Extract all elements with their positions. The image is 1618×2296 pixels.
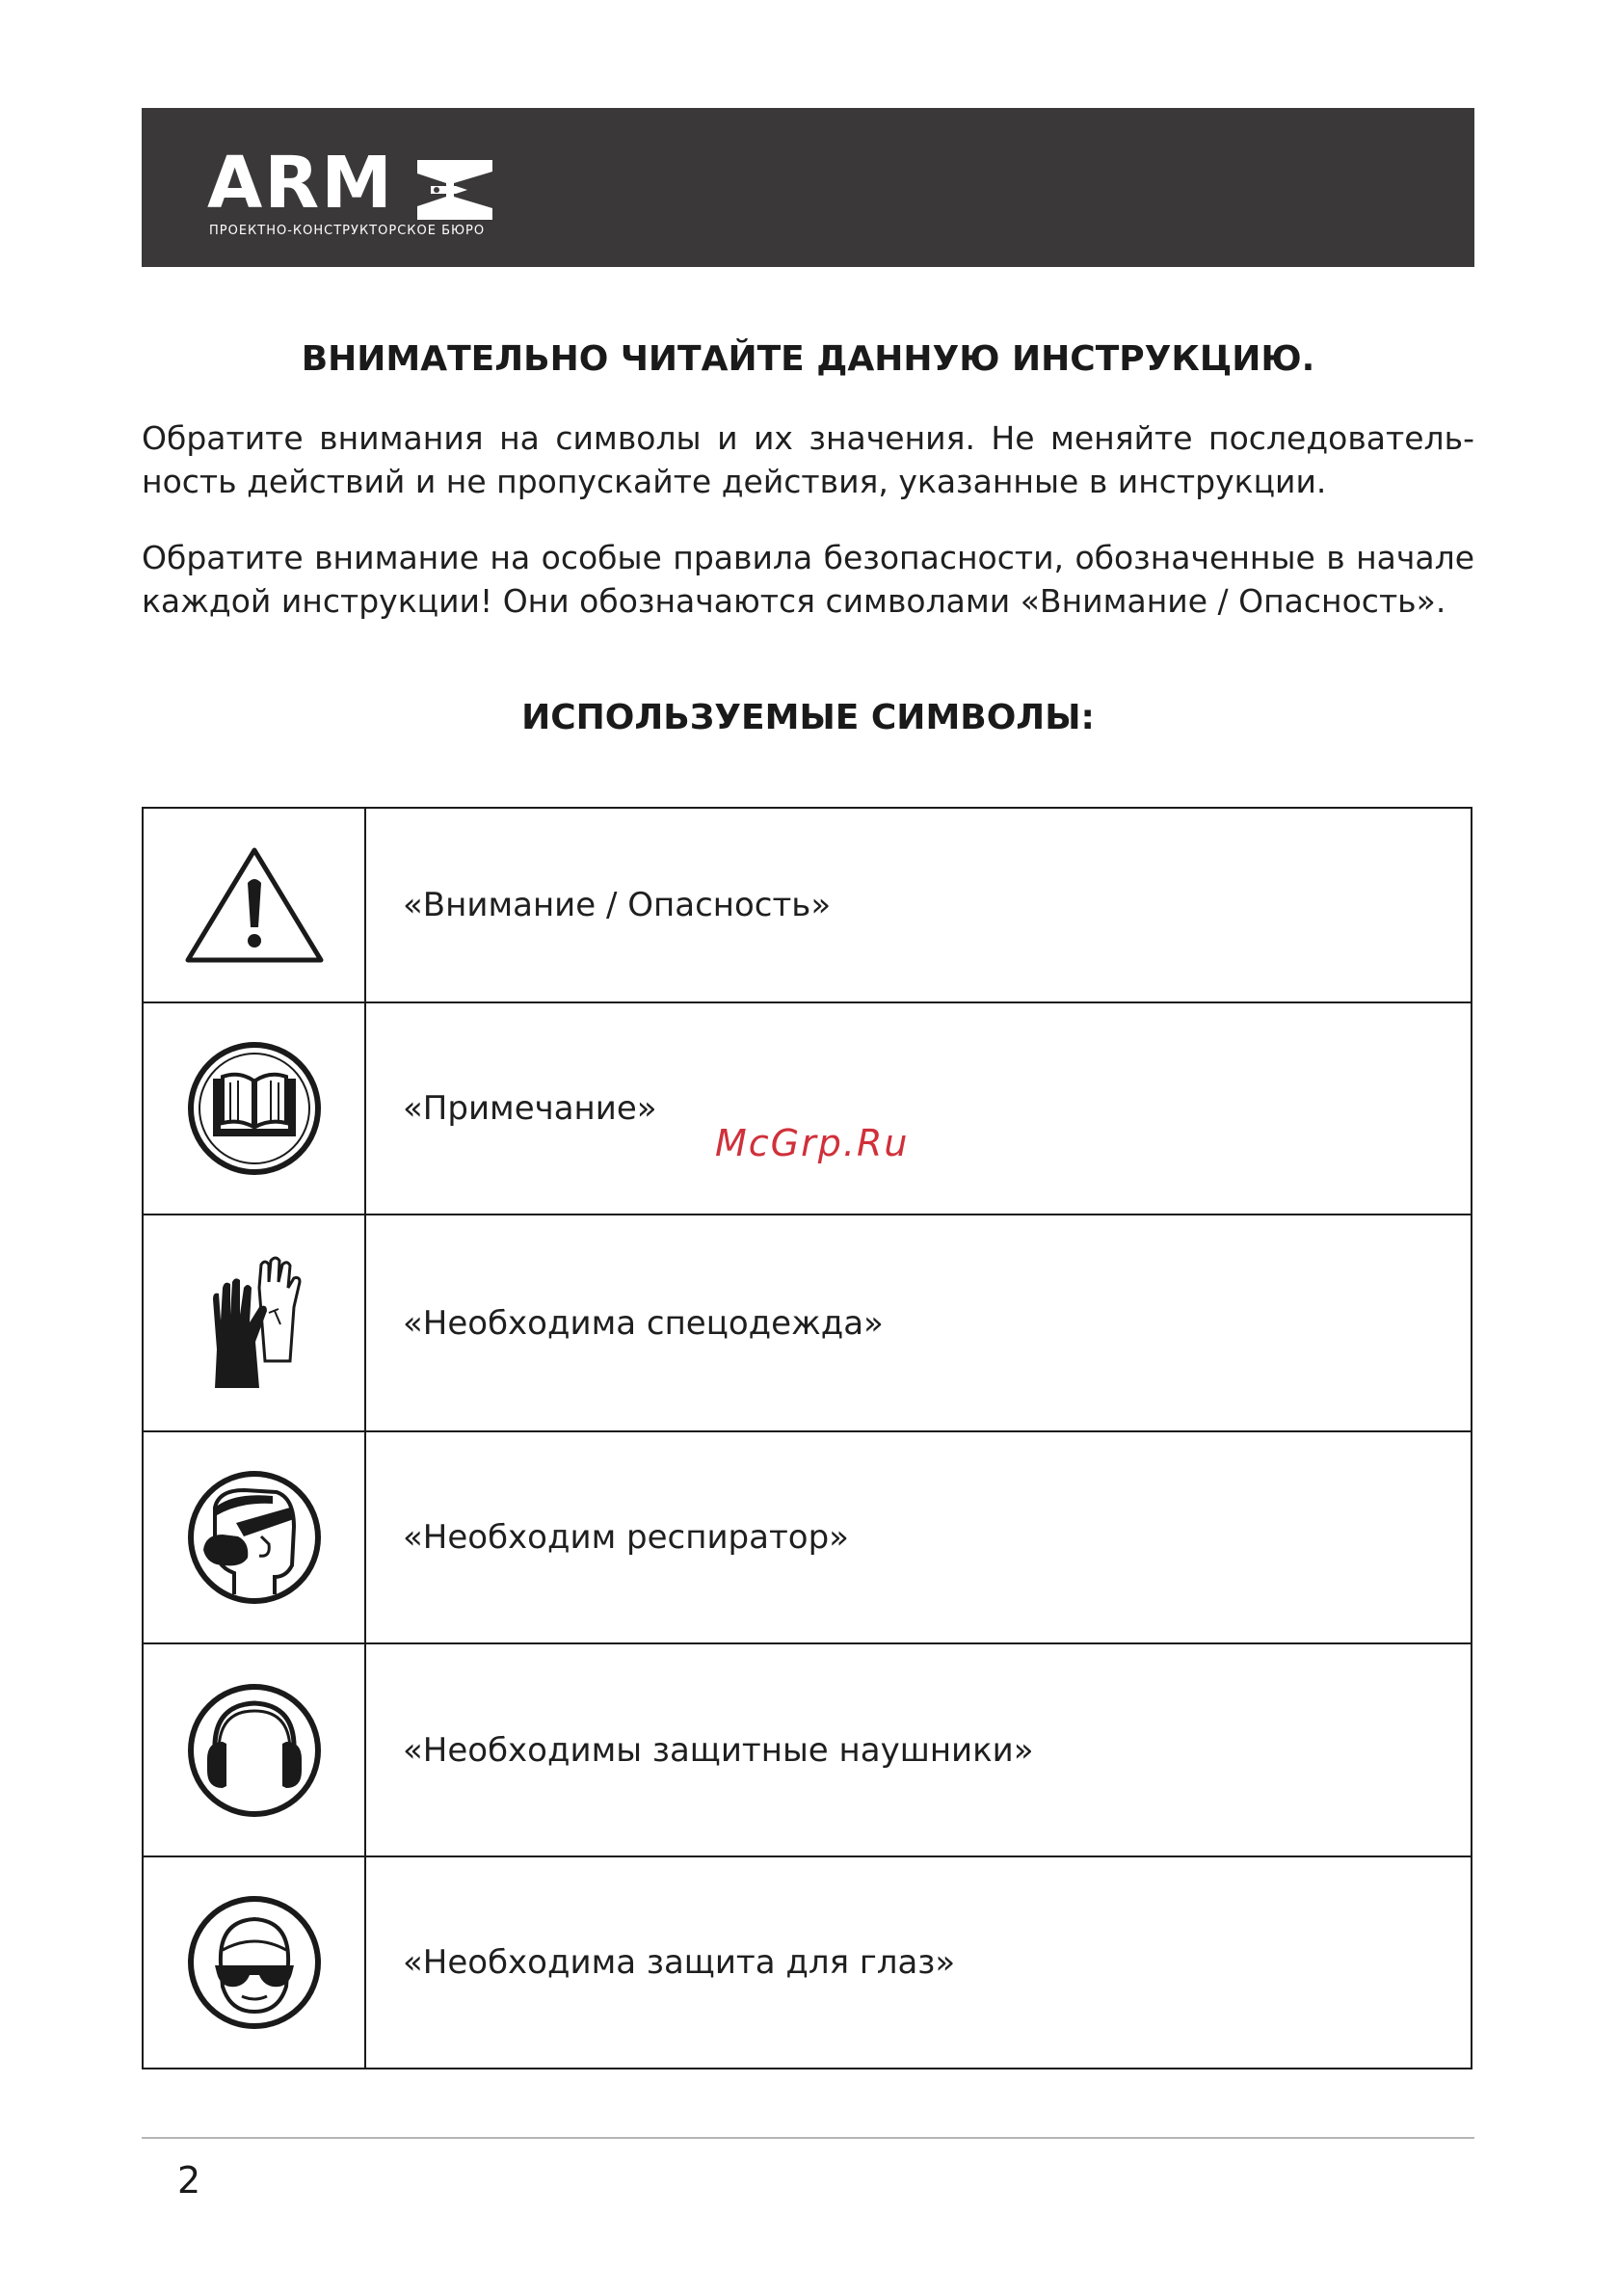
symbol-row-clothing: [143, 1215, 1472, 1431]
symbol-label: «Примечание»: [365, 1002, 1472, 1215]
intro-paragraph-2: Обратите внимание на особые правила безопасности, обозначенные в начале каждой инструкции! Они обозначаются символами «Внимание / Опасность».: [142, 539, 1474, 620]
symbol-label: «Внимание / Опасность»: [365, 808, 1472, 1002]
book-icon: [186, 1040, 323, 1177]
eye-protection-icon: [186, 1894, 323, 2031]
symbols-table: [142, 807, 1472, 2069]
symbol-row-respirator: [143, 1431, 1472, 1643]
symbol-icon-cell: [143, 1431, 365, 1643]
symbol-label: «Необходим респиратор»: [365, 1431, 1472, 1643]
logo-arrow-mark-icon: [417, 160, 492, 220]
ear-protection-icon: [186, 1682, 323, 1819]
symbol-icon-cell: [143, 1856, 365, 2069]
symbol-icon-cell: [143, 808, 365, 1002]
symbol-icon-cell: [143, 1643, 365, 1855]
symbol-label: «Необходима защита для глаз»: [365, 1856, 1472, 2069]
symbol-row-warning: [143, 808, 1472, 1002]
gloves-icon: [201, 1253, 307, 1393]
logo-wordmark: ARM: [207, 142, 394, 225]
logo-tagline: ПРОЕКТНО-КОНСТРУКТОРСКОЕ БЮРО: [209, 224, 486, 238]
page-title: ВНИМАТЕЛЬНО ЧИТАЙТЕ ДАННУЮ ИНСТРУКЦИЮ.: [301, 339, 1315, 379]
intro-paragraph-1: Обратите внимания на символы и их значения. Не меняйте последователь-ность действий и не пропускайте действия, указанные в инструкции.: [142, 419, 1474, 500]
respirator-icon: [186, 1469, 323, 1606]
symbol-icon-cell: [143, 1002, 365, 1215]
symbol-row-eye-protection: [143, 1856, 1472, 2069]
header-band: [142, 108, 1474, 267]
symbol-row-ear-protection: [143, 1643, 1472, 1855]
watermark: McGrp.Ru: [715, 1122, 910, 1164]
page-number: 2: [177, 2159, 201, 2202]
symbol-label: «Необходима спецодежда»: [365, 1215, 1472, 1431]
symbol-label: «Необходимы защитные наушники»: [365, 1643, 1472, 1855]
company-logo: [207, 142, 506, 238]
symbol-icon-cell: [143, 1215, 365, 1431]
footer-divider: [142, 2137, 1474, 2139]
symbol-row-note: [143, 1002, 1472, 1215]
warning-triangle-icon: [182, 842, 327, 968]
symbols-heading: ИСПОЛЬЗУЕМЫЕ СИМВОЛЫ:: [521, 698, 1095, 737]
